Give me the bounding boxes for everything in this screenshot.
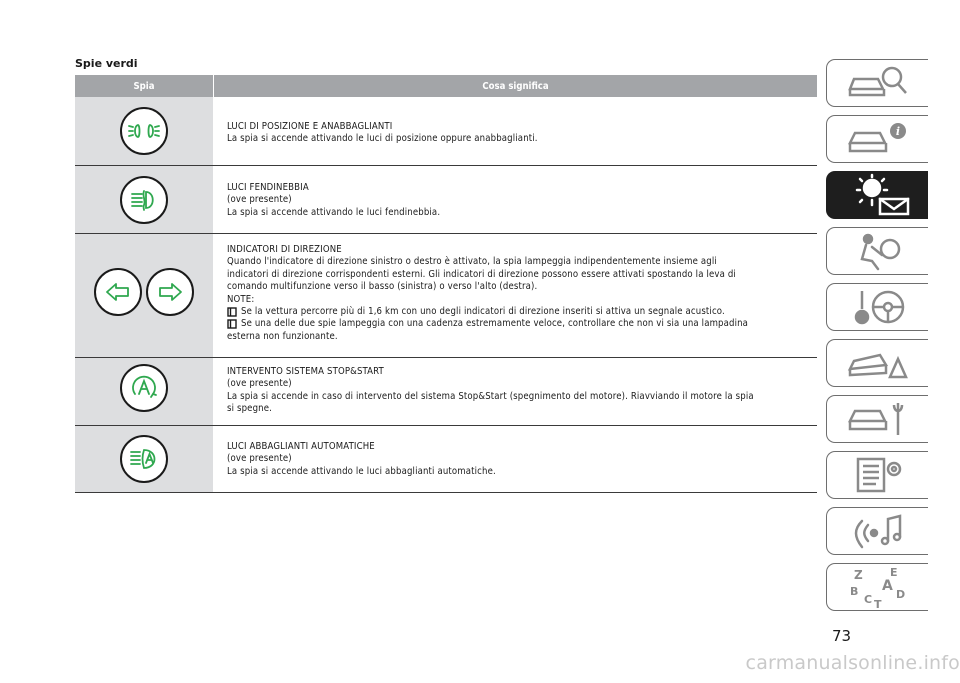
tab-starting-driving[interactable] — [826, 283, 928, 331]
tab-car-info[interactable] — [826, 115, 928, 163]
multimedia-icon — [848, 511, 908, 551]
book-icon — [227, 319, 237, 329]
steering-wheel-key-icon — [848, 287, 908, 327]
row-text — [213, 166, 817, 233]
table-row — [75, 234, 817, 358]
tab-multimedia[interactable] — [826, 507, 928, 555]
table-header — [75, 75, 817, 97]
auto-high-beam-icon — [120, 435, 168, 483]
icon-cell — [75, 234, 213, 357]
description-line: Quando l'indicatore di direzione sinistro o destro è attivato, la spia lampeggia indipendentemente insieme agli — [227, 256, 717, 268]
warning-lights-table — [75, 75, 817, 493]
icon-cell — [75, 166, 213, 233]
section-title: Spie verdi — [75, 57, 138, 70]
icon-cell — [75, 426, 213, 492]
tab-index[interactable] — [826, 563, 928, 611]
lamp-title: INTERVENTO SISTEMA STOP&START — [227, 366, 384, 377]
airbag-seat-icon — [848, 231, 908, 271]
lamp-description: La spia si accende attivando le luci fendinebbia. — [227, 206, 441, 218]
row-text — [213, 234, 817, 357]
svg-text:E: E — [889, 566, 898, 579]
description-line: si spegne. — [227, 403, 273, 415]
header-cosa-significa: Cosa significa — [213, 75, 817, 97]
page-number: 73 — [832, 627, 852, 645]
description-line: La spia si accende in caso di intervento del sistema Stop&Start (spegnimento del motore). Riavviando il motore la spia — [227, 390, 754, 402]
car-info-icon — [846, 119, 910, 159]
note-continuation: esterna non funzionante. — [227, 330, 338, 342]
note-text: Se la vettura percorre più di 1,6 km con uno degli indicatori di direzione inseriti si attiva un segnale acustico. — [241, 306, 725, 318]
svg-text:Z: Z — [853, 568, 863, 582]
turn-right-icon — [146, 268, 194, 316]
warning-light-message-icon — [844, 173, 912, 217]
tab-safety[interactable] — [826, 227, 928, 275]
specifications-gear-icon — [848, 455, 908, 495]
icon-cell — [75, 358, 213, 425]
row-text — [213, 426, 817, 492]
table-row — [75, 358, 817, 426]
table-row — [75, 426, 817, 493]
row-text — [213, 358, 817, 425]
description-line: comando multifunzione verso il basso (sinistra) o verso l'alto (destra). — [227, 281, 538, 293]
lamp-availability: (ove presente) — [227, 453, 292, 465]
lamp-availability: (ove presente) — [227, 378, 292, 390]
lamp-title: LUCI DI POSIZIONE E ANABBAGLIANTI — [227, 121, 393, 132]
description-line: indicatori di direzione corrispondenti esterni. Gli indicatori di direzione possono essere attivati spostando la leva di — [227, 268, 736, 280]
table-row — [75, 166, 817, 234]
icon-cell — [75, 97, 213, 165]
turn-left-icon — [94, 268, 142, 316]
tab-warning-lights[interactable] — [826, 171, 928, 219]
lamp-description: La spia si accende attivando le luci abbaglianti automatiche. — [227, 465, 496, 477]
lamp-description: La spia si accende attivando le luci di posizione oppure anabbaglianti. — [227, 133, 538, 145]
position-lights-icon — [120, 107, 168, 155]
notes-label: NOTE: — [227, 293, 255, 305]
car-wrench-icon — [846, 399, 910, 439]
book-icon — [227, 307, 237, 317]
svg-text:C: C — [863, 593, 872, 606]
svg-text:T: T — [873, 598, 882, 609]
note-item — [227, 306, 817, 318]
header-spia: Spia — [133, 80, 155, 92]
fog-lights-icon — [120, 176, 168, 224]
lamp-title: INDICATORI DI DIREZIONE — [227, 244, 342, 255]
car-search-icon — [846, 63, 910, 103]
svg-text:i: i — [895, 125, 900, 138]
tab-car-search[interactable] — [826, 59, 928, 107]
tab-maintenance[interactable] — [826, 395, 928, 443]
note-item — [227, 318, 817, 330]
stop-start-icon — [120, 364, 168, 412]
table-row — [75, 97, 817, 166]
lamp-title: LUCI ABBAGLIANTI AUTOMATICHE — [227, 441, 375, 452]
tab-emergency[interactable] — [826, 339, 928, 387]
svg-text:B: B — [849, 585, 858, 598]
watermark: carmanualsonline.info — [745, 652, 960, 674]
row-text — [213, 97, 817, 165]
alphabetical-index-icon — [846, 565, 910, 609]
note-text: Se una delle due spie lampeggia con una cadenza estremamente veloce, controllare che non vi sia una lampadina — [241, 318, 749, 330]
lamp-availability: (ove presente) — [227, 194, 292, 206]
svg-text:D: D — [895, 588, 905, 601]
svg-text:A: A — [881, 578, 893, 594]
car-breakdown-icon — [846, 343, 910, 383]
lamp-title: LUCI FENDINEBBIA — [227, 182, 309, 193]
tab-technical-specs[interactable] — [826, 451, 928, 499]
